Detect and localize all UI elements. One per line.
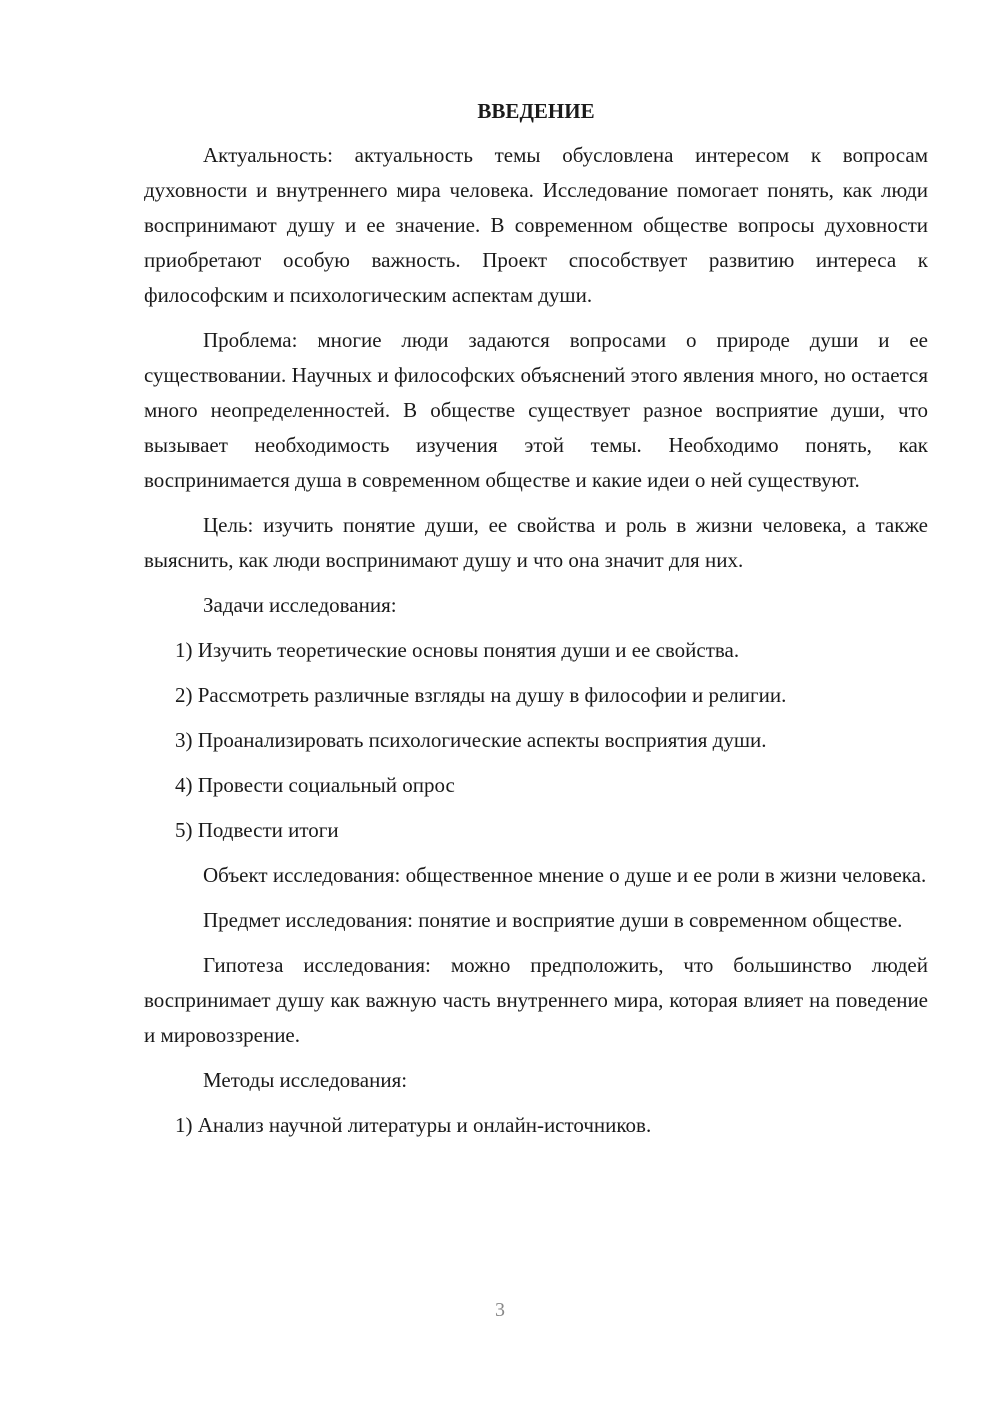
list-item: 5) Подвести итоги <box>175 818 339 842</box>
tasks-heading: Задачи исследования: <box>203 593 397 617</box>
tasks-list <box>144 633 928 848</box>
methods-heading: Методы исследования: <box>203 1068 408 1092</box>
list-item: 2) Рассмотреть различные взгляды на душу в философии и религии. <box>175 683 787 707</box>
list-item: 3) Проанализировать психологические аспекты восприятия души. <box>175 728 767 752</box>
object-paragraph: Объект исследования: общественное мнение о душе и ее роли в жизни человека. <box>203 863 927 887</box>
goal-paragraph: Цель: изучить понятие души, ее свойства и роль в жизни человека, а также выяснить, как люди воспринимают душу и что она значит для них. <box>144 513 928 572</box>
subject-paragraph: Предмет исследования: понятие и восприятие души в современном обществе. <box>203 908 903 932</box>
relevance-paragraph: Актуальность: актуальность темы обусловлена интересом к вопросам духовности и внутреннего мира человека. Исследование помогает понять, как люди воспринимают душу и ее значение. В современном обществе вопросы духовности приобретают особую важность. Проект способствует развитию интереса к философским и психологическим аспектам души. <box>144 143 928 307</box>
list-item: 4) Провести социальный опрос <box>175 773 455 797</box>
page-title: ВВЕДЕНИЕ <box>477 99 595 123</box>
hypothesis-paragraph: Гипотеза исследования: можно предположить, что большинство людей воспринимает душу как важную часть внутреннего мира, которая влияет на поведение и мировоззрение. <box>144 953 928 1047</box>
list-item: 1) Изучить теоретические основы понятия души и ее свойства. <box>175 638 740 662</box>
list-item: 1) Анализ научной литературы и онлайн-источников. <box>175 1113 652 1137</box>
document-page <box>144 96 928 1153</box>
problem-paragraph: Проблема: многие люди задаются вопросами о природе души и ее существовании. Научных и философских объяснений этого явления много, но остается много неопределенностей. В обществе существует разное восприятие души, что вызывает необходимость изучения этой темы. Необходимо понять, как воспринимается душа в современном обществе и какие идеи о ней существуют. <box>144 328 928 492</box>
methods-list <box>144 1108 928 1143</box>
page-number: 3 <box>495 1299 505 1321</box>
